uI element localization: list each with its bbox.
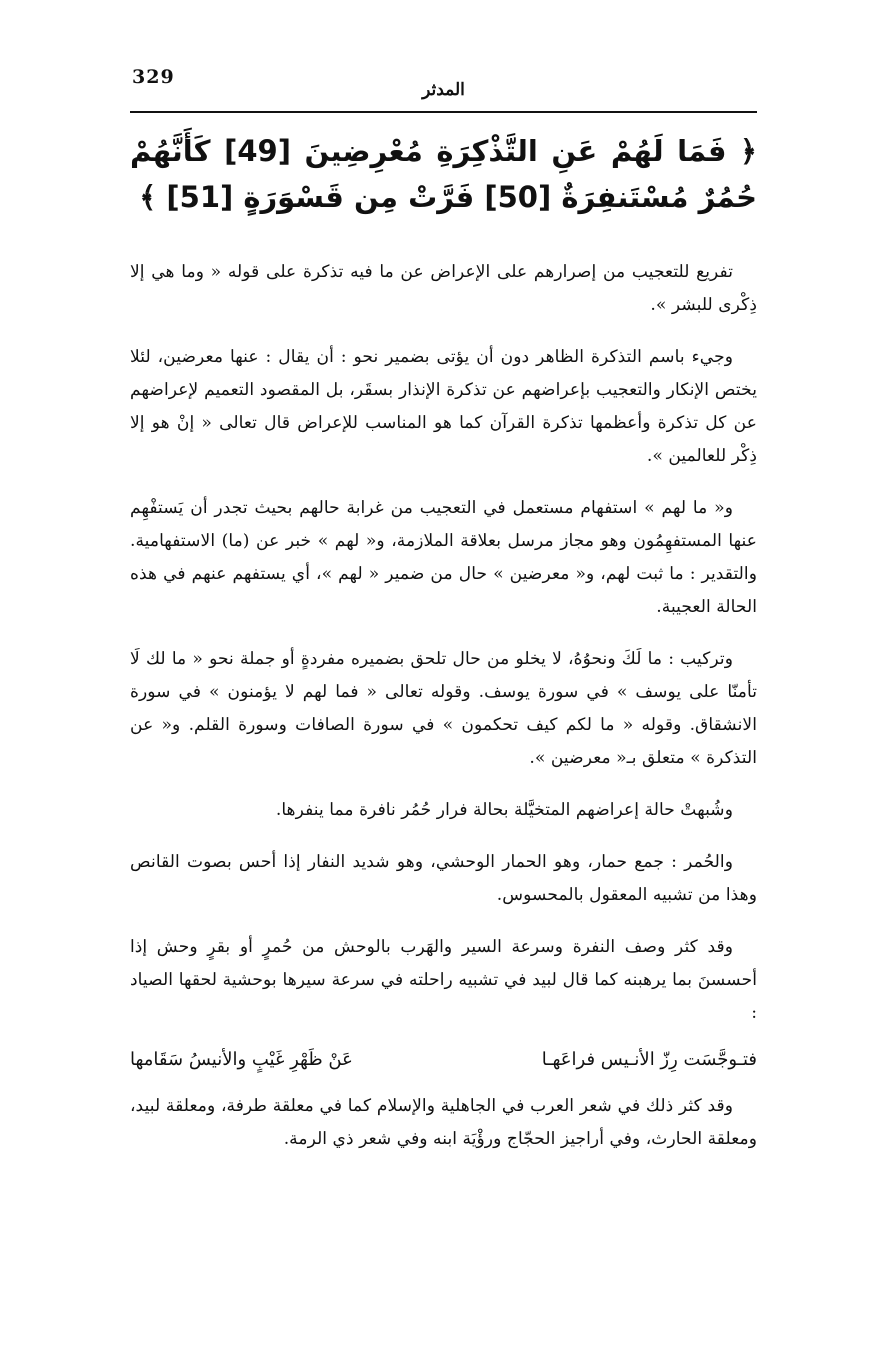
paragraph: و« ما لهم » استفهام مستعمل في التعجيب من غرابة حالهم بحيث تجدر أن يَستفْهِم عنها المستفهِمُون وهو مجاز مرسل بعلاقة الملازمة، و« لهم » خبر عن (ما) الاستفهامية. والتقدير : ما ثبت لهم، و« معرضين » حال من ضمير « لهم »، أي يستفهم عنهم في هذه الحالة العجيبة.: [130, 498, 757, 617]
paragraph: والحُمر : جمع حمار، وهو الحمار الوحشي، وهو شديد النفار إذا أحس بصوت القانص وهذا من تشبيه المعقول بالمحسوس.: [130, 852, 757, 905]
paragraph: وجيء باسم التذكرة الظاهر دون أن يؤتى بضمير نحو : أن يقال : عنها معرضين، لئلا يختص الإنكار والتعجيب بإعراضهم عن تذكرة الإنذار بسقَر، بل المقصود التعميم لإعراضهم عن كل تذكرة وأعظمها تذكرة القرآن كما هو المناسب للإعراض قال تعالى « إنْ هو إلا ذِكْر للعالمين ».: [130, 347, 757, 466]
quran-verse: ﴿ فَمَا لَهُمْ عَنِ التَّذْكِرَةِ مُعْرِضِينَ [49] كَأَنَّهُمْ حُمُرٌ مُسْتَنفِرَةٌ [50] فَرَّتْ مِن قَسْوَرَةٍ [51] ﴾: [130, 134, 757, 214]
paragraph: تفريع للتعجيب من إصرارهم على الإعراض عن ما فيه تذكرة على قوله « وما هي إلا ذِكْرى للبشر ».: [130, 262, 757, 315]
closing-paragraph: وقد كثر ذلك في شعر العرب في الجاهلية والإسلام كما في معلقة طرفة، ومعلقة لبيد، ومعلقة الحارث، وفي أراجيز الحجّاج ورؤْيَة ابنه وفي شعر ذي الرمة.: [130, 1096, 757, 1149]
paragraph: وشُبهتْ حالة إعراضهم المتخيَّلة بحالة فرار حُمُر نافرة مما ينفرها.: [275, 800, 733, 820]
poem-first-hemistich: فتـوجَّسَت رِزّ الأنـيس فراعَهـا: [541, 1049, 757, 1070]
header-rule: [130, 111, 757, 113]
commentary-body: [130, 256, 757, 1175]
page-number: 329: [132, 66, 175, 88]
paragraph: وقد كثر وصف النفرة وسرعة السير والهَرب بالوحش من حُمرٍ أو بقرٍ وحش إذا أحسسنَ بما يرهبنه كما قال لبيد في تشبيه راحلته في سرعة سيرها بوحشية لحقها الصياد :: [130, 937, 757, 1023]
poem-second-hemistich: عَنْ ظَهْرِ غَيْبٍ والأنيسُ سَقَامها: [130, 1049, 353, 1070]
paragraph: وتركيب : ما لَكَ ونحوُهُ، لا يخلو من حال تلحق بضميره مفردةٍ أو جملة نحو « ما لك لَا تأمنّا على يوسف » في سورة يوسف. وقوله تعالى « فما لهم لا يؤمنون » في سورة الانشقاق. وقوله « ما لكم كيف تحكمون » في سورة الصافات وسورة القلم. و« عن التذكرة » متعلق بـ« معرضين ».: [130, 649, 757, 768]
page-header: [130, 62, 757, 108]
poem-verse: [130, 1043, 757, 1077]
running-title: المدثر: [422, 80, 465, 100]
